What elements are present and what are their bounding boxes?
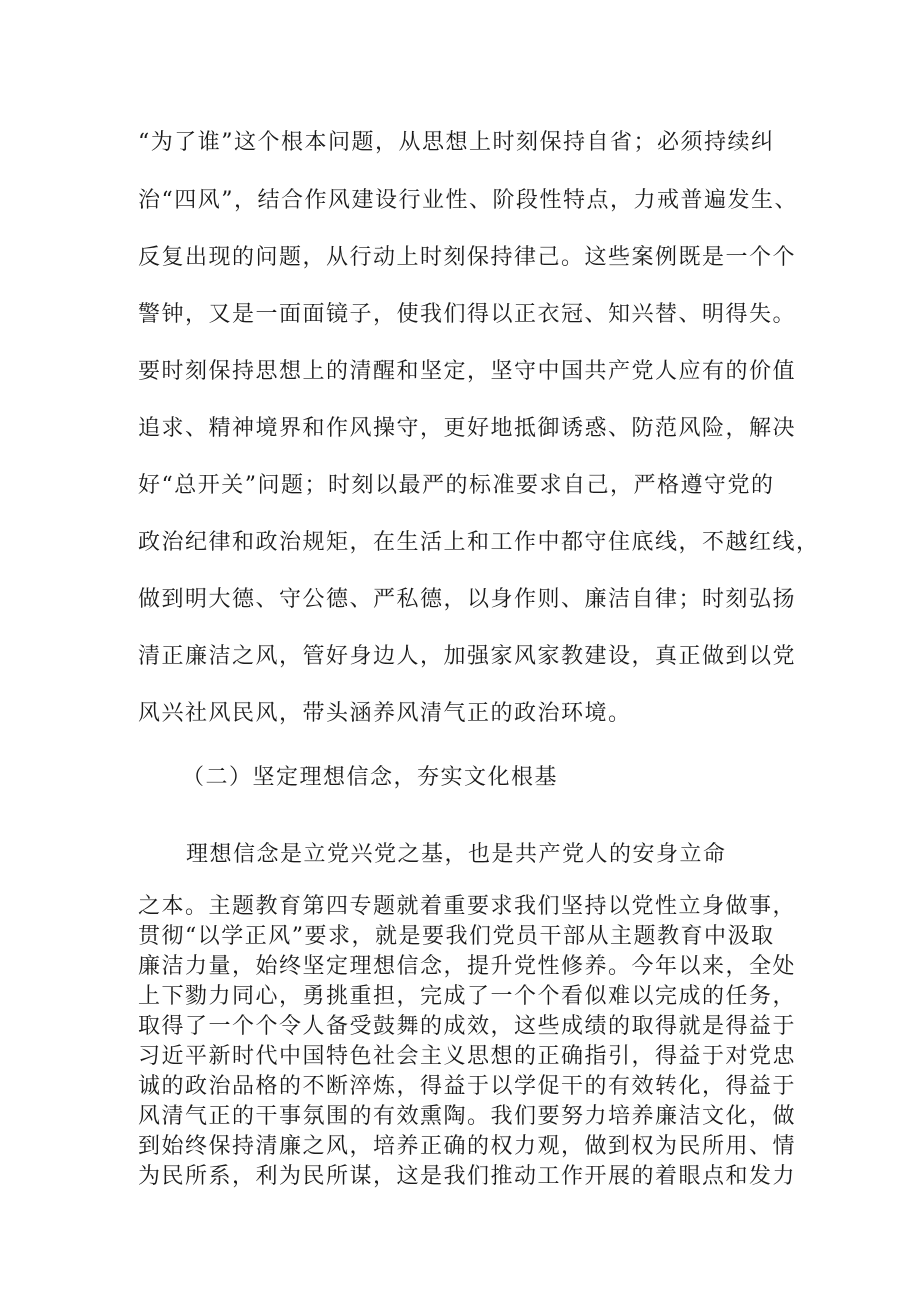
paragraph1-line-9: 做到明大德、守公德、严私德，以身作则、廉洁自律；时刻弘扬 [138, 587, 797, 612]
paragraph2-line-1: 之本。主题教育第四专题就着重要求我们坚持以党性立身做事， [138, 894, 797, 919]
paragraph1-line-6: 追求、精神境界和作风操守，更好地抵御诱惑、防范风险，解决 [138, 416, 797, 441]
paragraph1-line-11: 风兴社风民风，带头涵养风清气正的政治环境。 [138, 701, 632, 726]
paragraph2-line-9: 到始终保持清廉之风，培养正确的权力观，做到权为民所用、情 [138, 1134, 797, 1159]
paragraph2-line-4: 上下勠力同心，勇挑重担，完成了一个个看似难以完成的任务， [138, 984, 797, 1009]
paragraph2-line-7: 诚的政治品格的不断淬炼，得益于以学促干的有效转化，得益于 [138, 1074, 797, 1099]
paragraph2-line-3: 廉洁力量，始终坚定理想信念，提升党性修养。今年以来，全处 [138, 954, 797, 979]
paragraph1-line-2: 治“四风”，结合作风建设行业性、阶段性特点，力戒普遍发生、 [138, 188, 798, 213]
paragraph2-line-6: 习近平新时代中国特色社会主义思想的正确指引，得益于对党忠 [138, 1044, 797, 1069]
paragraph1-line-5: 要时刻保持思想上的清醒和坚定，坚守中国共产党人应有的价值 [138, 359, 797, 384]
paragraph1-line-7: 好“总开关”问题；时刻以最严的标准要求自己，严格遵守党的 [138, 473, 775, 498]
paragraph2-line-8: 风清气正的干事氛围的有效熏陶。我们要努力培养廉洁文化，做 [138, 1104, 797, 1129]
paragraph2-first-line: 理想信念是立党兴党之基，也是共产党人的安身立命 [186, 842, 727, 867]
paragraph1-line-3: 反复出现的问题，从行动上时刻保持律己。这些案例既是一个个 [138, 245, 797, 270]
paragraph1-line-4: 警钟，又是一面面镜子，使我们得以正衣冠、知兴替、明得失。 [138, 302, 797, 327]
paragraph1-line-8: 政治纪律和政治规矩，在生活上和工作中都守住底线，不越红线， [138, 530, 820, 555]
paragraph1-line-1: “为了谁”这个根本问题，从思想上时刻保持自省；必须持续纠 [138, 130, 775, 155]
paragraph2-line-10: 为民所系，利为民所谋，这是我们推动工作开展的着眼点和发力 [138, 1164, 797, 1189]
section-heading: （二）坚定理想信念，夯实文化根基 [182, 765, 559, 790]
paragraph2-line-5: 取得了一个个令人备受鼓舞的成效，这些成绩的取得就是得益于 [138, 1014, 797, 1039]
paragraph2-line-2: 贯彻“以学正风”要求，就是要我们党员干部从主题教育中汲取 [138, 924, 775, 949]
paragraph1-line-10: 清正廉洁之风，管好身边人，加强家风家教建设，真正做到以党 [138, 644, 797, 669]
